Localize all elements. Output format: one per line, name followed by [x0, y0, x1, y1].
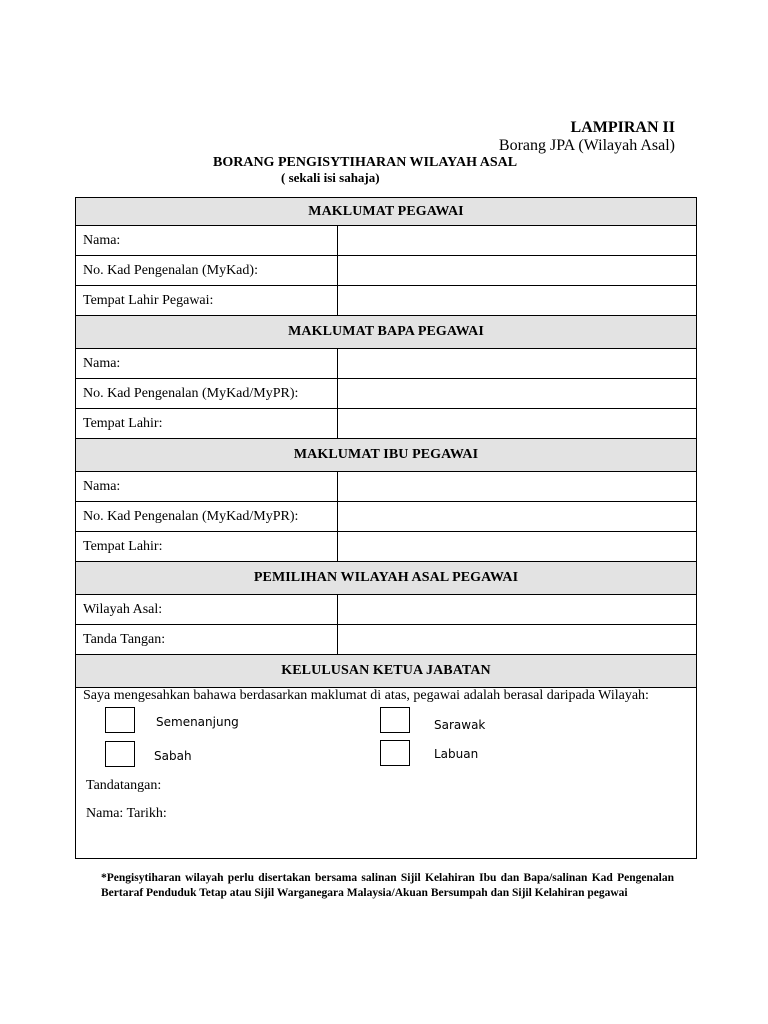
form-row [76, 256, 697, 286]
form-code: Borang JPA (Wilayah Asal) [498, 137, 675, 154]
ibu-tempat-lahir-input[interactable] [338, 532, 697, 562]
tanda-tangan-input[interactable] [338, 625, 697, 655]
option-label-sarawak: Sarawak [434, 718, 486, 732]
wilayah-asal-input[interactable] [338, 595, 697, 625]
form-row [76, 349, 697, 379]
field-label: Tanda Tangan: [76, 625, 338, 655]
sabah-checkbox[interactable] [105, 741, 135, 767]
form-row [76, 409, 697, 439]
section-header-row [76, 562, 697, 595]
section-header-row [76, 316, 697, 349]
section-heading-ibu: MAKLUMAT IBU PEGAWAI [76, 439, 697, 472]
form-subtitle: ( sekali isi sahaja) [281, 170, 380, 185]
approval-statement: Saya mengesahkan bahawa berdasarkan maklumat di atas, pegawai adalah berasal daripada Wilayah: [83, 688, 649, 703]
ibu-mykad-input[interactable] [338, 502, 697, 532]
pegawai-nama-input[interactable] [338, 226, 697, 256]
form-row [76, 532, 697, 562]
section-heading-kelulusan: KELULUSAN KETUA JABATAN [76, 655, 697, 688]
semenanjung-checkbox[interactable] [105, 707, 135, 733]
bapa-nama-input[interactable] [338, 349, 697, 379]
declaration-form-table [75, 197, 697, 859]
field-label: Tempat Lahir: [76, 532, 338, 562]
form-row [76, 625, 697, 655]
section-header-row [76, 439, 697, 472]
field-label: No. Kad Pengenalan (MyKad/MyPR): [76, 502, 338, 532]
field-label: Nama: [76, 226, 338, 256]
section-heading-pemilihan: PEMILIHAN WILAYAH ASAL PEGAWAI [76, 562, 697, 595]
approval-row [76, 688, 697, 859]
bapa-mykad-input[interactable] [338, 379, 697, 409]
form-row [76, 226, 697, 256]
form-row [76, 379, 697, 409]
form-row [76, 595, 697, 625]
pegawai-tempat-lahir-input[interactable] [338, 286, 697, 316]
footnote: *Pengisytiharan wilayah perlu disertakan bersama salinan Sijil Kelahiran Ibu dan Bapa/salinan Kad Pengenalan Bertaraf Penduduk Tetap atau Sijil Warganegara Malaysia/Akuan Bersumpah dan Sijil Kelahiran pegawai [101, 872, 674, 899]
labuan-checkbox[interactable] [380, 740, 410, 766]
form-row [76, 286, 697, 316]
option-label-sabah: Sabah [154, 749, 192, 763]
form-title: BORANG PENGISYTIHARAN WILAYAH ASAL [213, 155, 518, 170]
field-label: No. Kad Pengenalan (MyKad/MyPR): [76, 379, 338, 409]
sarawak-checkbox[interactable] [380, 707, 410, 733]
pegawai-mykad-input[interactable] [338, 256, 697, 286]
option-label-labuan: Labuan [434, 747, 479, 761]
signature-label: Tandatangan: [86, 778, 162, 793]
field-label: Nama: [76, 472, 338, 502]
section-heading-pegawai: MAKLUMAT PEGAWAI [76, 198, 697, 226]
bapa-tempat-lahir-input[interactable] [338, 409, 697, 439]
field-label: No. Kad Pengenalan (MyKad): [76, 256, 338, 286]
section-heading-bapa: MAKLUMAT BAPA PEGAWAI [76, 316, 697, 349]
ibu-nama-input[interactable] [338, 472, 697, 502]
form-row [76, 502, 697, 532]
section-header-row [76, 655, 697, 688]
option-label-semenanjung: Semenanjung [156, 715, 239, 729]
field-label: Tempat Lahir: [76, 409, 338, 439]
lampiran-label: LAMPIRAN II [570, 119, 675, 136]
form-row [76, 472, 697, 502]
field-label: Tempat Lahir Pegawai: [76, 286, 338, 316]
field-label: Nama: [76, 349, 338, 379]
field-label: Wilayah Asal: [76, 595, 338, 625]
approval-block [76, 688, 697, 859]
section-header-row [76, 198, 697, 226]
name-date-label: Nama: Tarikh: [86, 806, 167, 821]
